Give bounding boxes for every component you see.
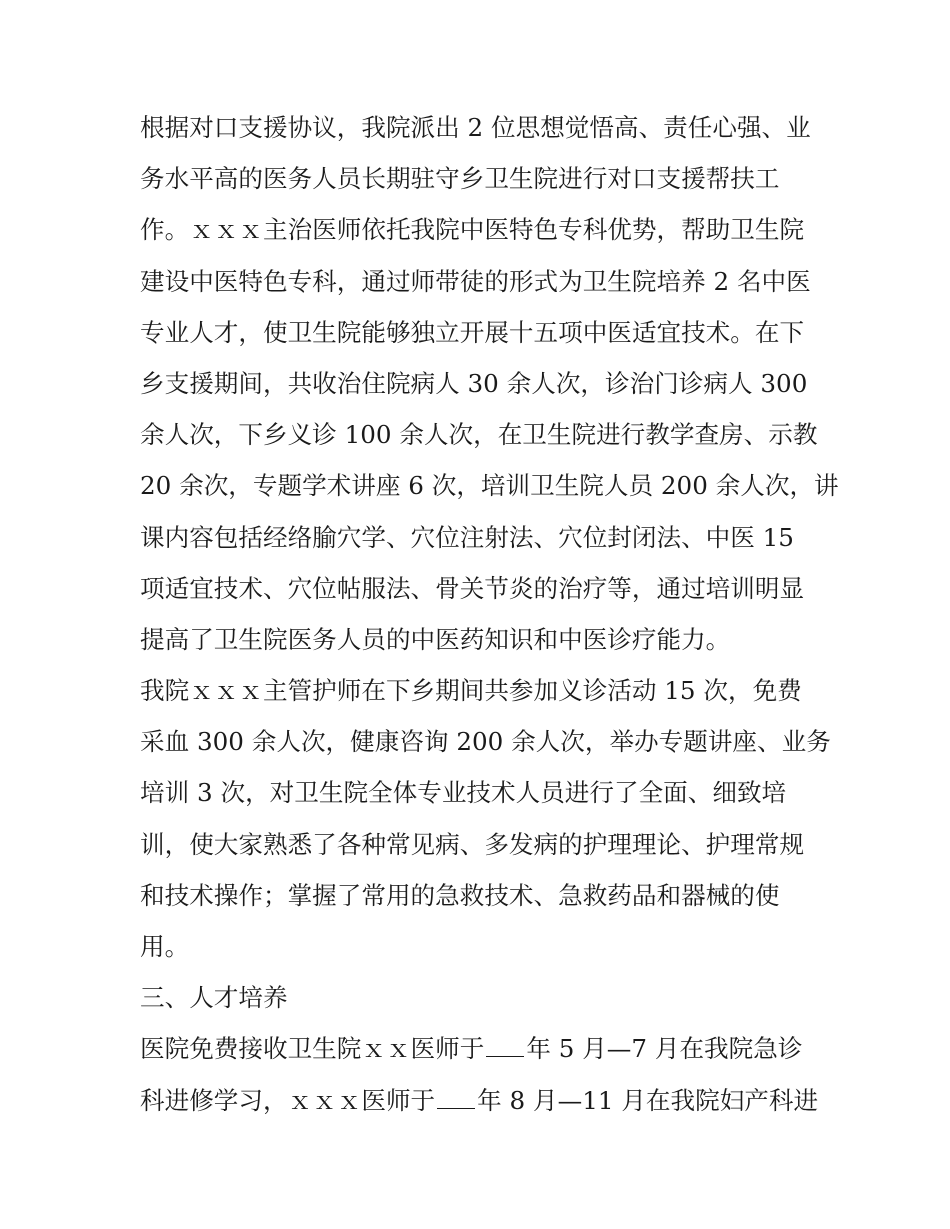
text-line: 建设中医特色专科，通过师带徒的形式为卫生院培养 2 名中医 xyxy=(140,266,811,296)
text-segment: 年 8 月—11 月在我院妇产科进 xyxy=(477,1085,819,1115)
text-line: 采血 300 余人次，健康咨询 200 余人次，举办专题讲座、业务 xyxy=(140,727,831,757)
text-line: 根据对口支援协议，我院派出 2 位思想觉悟高、责任心强、业 xyxy=(140,113,811,142)
text-segment: 医院免费接收卫生院ｘｘ医师于 xyxy=(140,1034,485,1064)
text-line: 我院ｘｘｘ主管护师在下乡期间共参加义诊活动 15 次，免费 xyxy=(140,676,802,706)
text-line xyxy=(140,1023,820,1074)
text-segment: 年 5 月—7 月在我院急诊 xyxy=(526,1034,803,1064)
blank-year-field xyxy=(437,1088,475,1109)
text-line: 课内容包括经络腧穴学、穴位注射法、穴位封闭法、中医 15 xyxy=(140,522,794,552)
text-line: 务水平高的医务人员长期驻守乡卫生院进行对口支援帮扶工 xyxy=(140,164,780,194)
text-line: 提高了卫生院医务人员的中医药知识和中医诊疗能力。 xyxy=(140,624,731,654)
document-body xyxy=(140,102,839,1126)
text-line xyxy=(140,1075,820,1126)
paragraph-training xyxy=(140,1023,820,1125)
section-heading: 三、人才培养 xyxy=(140,983,288,1013)
text-line: 专业人才，使卫生院能够独立开展十五项中医适宜技术。在下 xyxy=(140,317,805,347)
text-segment: 科进修学习，ｘｘｘ医师于 xyxy=(140,1085,436,1115)
text-line: 乡支援期间，共收治住院病人 30 余人次，诊治门诊病人 300 xyxy=(140,368,808,398)
text-line: 用。 xyxy=(140,932,190,961)
text-line: 20 余次，专题学术讲座 6 次，培训卫生院人员 200 余人次，讲 xyxy=(140,471,839,501)
text-line: 项适宜技术、穴位帖服法、骨关节炎的治疗等，通过培训明显 xyxy=(140,573,805,603)
blank-year-field xyxy=(486,1036,524,1057)
text-line: 作。ｘｘｘ主治医师依托我院中医特色专科优势，帮助卫生院 xyxy=(140,215,805,245)
paragraph-support xyxy=(140,102,839,665)
text-line: 和技术操作；掌握了常用的急救技术、急救药品和器械的使 xyxy=(140,880,780,910)
text-line: 余人次，下乡义诊 100 余人次，在卫生院进行教学查房、示教 xyxy=(140,420,818,450)
text-line: 训，使大家熟悉了各种常见病、多发病的护理理论、护理常规 xyxy=(140,829,805,859)
text-line: 培训 3 次，对卫生院全体专业技术人员进行了全面、细致培 xyxy=(140,778,787,808)
paragraph-nursing xyxy=(140,665,831,972)
